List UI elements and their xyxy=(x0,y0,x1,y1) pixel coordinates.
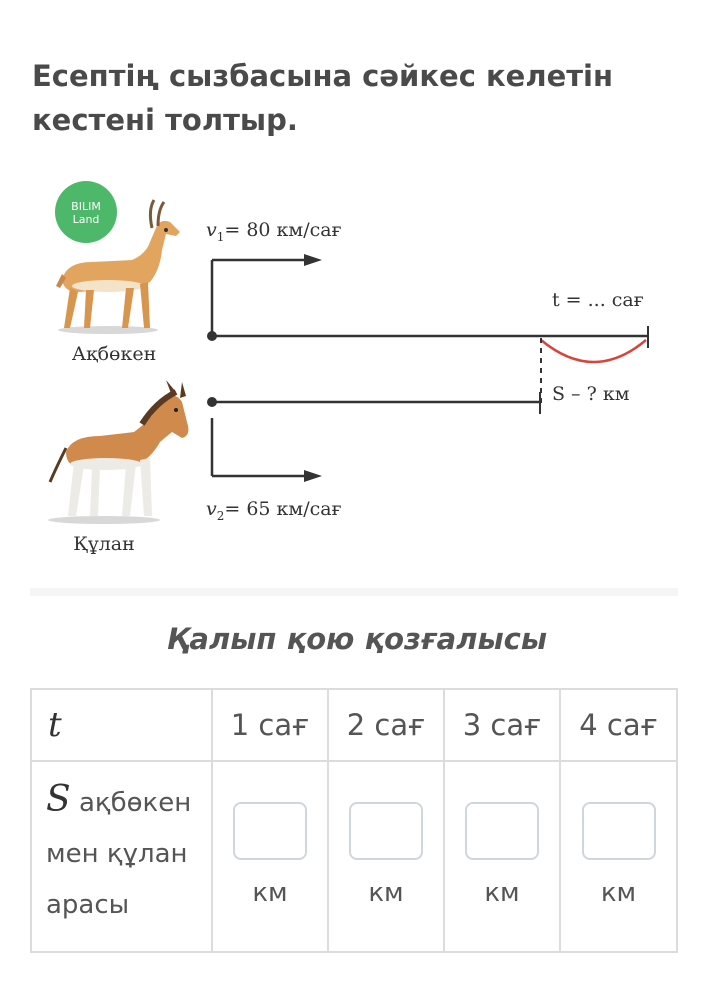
saiga-path-line xyxy=(207,326,648,348)
time-label: t = ... сағ xyxy=(552,289,644,311)
hour-2: 2 сағ xyxy=(328,689,444,761)
v1-arrow xyxy=(212,254,322,336)
kulan-label: Құлан xyxy=(73,533,135,555)
motion-diagram xyxy=(0,170,714,570)
unit-label-4: км xyxy=(600,878,637,908)
s-label-cell xyxy=(31,761,212,952)
table-title: Қалып қою қозғалысы xyxy=(166,622,548,656)
unit-label-2: км xyxy=(368,878,404,908)
t-symbol: t xyxy=(31,689,212,761)
hour-4: 4 сағ xyxy=(560,689,677,761)
bilimland-logo xyxy=(55,181,117,243)
logo-line2: Land xyxy=(72,213,100,226)
answer-cell-1 xyxy=(212,761,328,952)
distance-row xyxy=(31,761,677,952)
hour-3: 3 сағ xyxy=(444,689,560,761)
unit-label-1: км xyxy=(252,878,288,908)
answer-cell-3 xyxy=(444,761,560,952)
answer-cell-4 xyxy=(560,761,677,952)
answer-input-2[interactable] xyxy=(349,802,423,860)
distance-label: S – ? км xyxy=(552,383,630,405)
answer-input-1[interactable] xyxy=(233,802,307,860)
kulan-icon xyxy=(48,380,188,524)
v2-label: $v_2= 65$ км/сағ xyxy=(206,498,342,523)
answer-cell-2 xyxy=(328,761,444,952)
s-description: ақбөкен мен құлан арасы xyxy=(46,788,192,920)
answer-input-3[interactable] xyxy=(465,802,539,860)
section-divider xyxy=(30,588,678,596)
logo-line1: BILIM xyxy=(71,200,101,213)
saiga-label: Ақбөкен xyxy=(71,343,157,365)
kulan-path-line xyxy=(207,392,540,414)
v1-label: $v_1= 80$ км/сағ xyxy=(206,219,342,244)
hour-1: 1 сағ xyxy=(212,689,328,761)
task-title: Есептің сызбасына сәйкес келетін кестені толтыр. xyxy=(32,59,614,137)
v2-arrow xyxy=(212,418,322,482)
answer-input-4[interactable] xyxy=(582,802,656,860)
unit-label-3: км xyxy=(484,878,520,908)
s-symbol: S xyxy=(46,779,71,820)
difference-arc xyxy=(541,340,646,362)
answer-table xyxy=(30,688,678,953)
time-row xyxy=(31,689,677,761)
